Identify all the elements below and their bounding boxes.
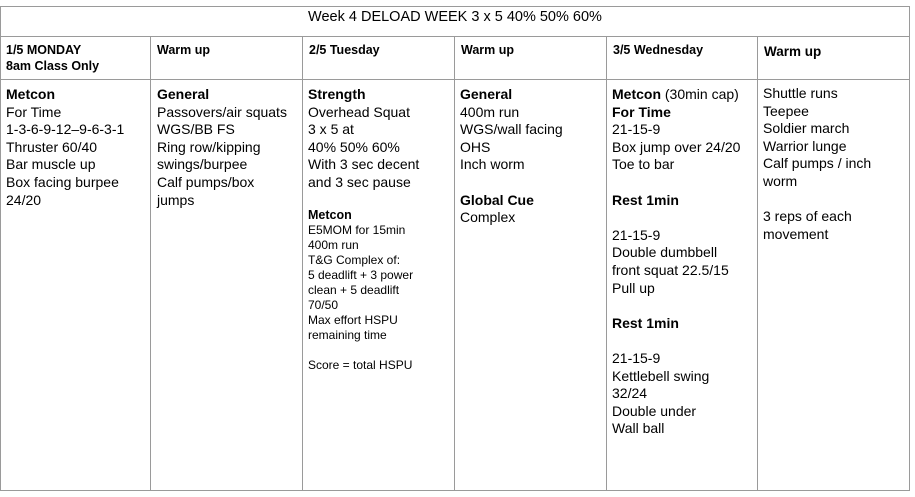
- monday-line: Box facing burpee: [6, 173, 119, 190]
- warmup-monday-line: swings/burpee: [157, 156, 248, 173]
- tuesday-strength-heading: Strength: [308, 86, 366, 102]
- tuesday-metcon-line: T&G Complex of:: [308, 252, 401, 267]
- warmup-wednesday-line: Warrior lunge: [763, 137, 847, 154]
- header-monday-note: 8am Class Only: [6, 59, 100, 73]
- tuesday-line: With 3 sec decent: [308, 156, 420, 173]
- warmup-tuesday-heading: General: [460, 86, 513, 102]
- table-title: Week 4 DELOAD WEEK 3 x 5 40% 50% 60%: [308, 9, 602, 25]
- tuesday-metcon-line: clean + 5 deadlift: [308, 282, 400, 297]
- tuesday-metcon-line: remaining time: [308, 327, 387, 342]
- tuesday-metcon-line: E5MOM for 15min: [308, 222, 406, 237]
- wednesday-line: Toe to bar: [612, 156, 675, 173]
- title-divider: [0, 36, 910, 37]
- monday-line: Thruster 60/40: [6, 138, 98, 155]
- header-monday-day: 1/5 MONDAY: [6, 43, 82, 57]
- wednesday-line: 21-15-9: [612, 226, 661, 243]
- tuesday-metcon-line: Max effort HSPU: [308, 312, 398, 327]
- column-divider: [757, 36, 758, 491]
- header-warmup-wednesday: Warm up: [764, 44, 822, 59]
- tuesday-line: and 3 sec pause: [308, 173, 411, 190]
- table-border-left: [0, 6, 1, 491]
- monday-cell: [6, 86, 124, 209]
- warmup-monday-line: Calf pumps/box: [157, 173, 255, 190]
- table-border-bottom: [0, 490, 910, 491]
- warmup-wednesday-line: worm: [763, 172, 798, 189]
- header-warmup-tuesday: Warm up: [461, 43, 515, 57]
- wednesday-line: 32/24: [612, 385, 648, 402]
- tuesday-metcon-heading: Metcon: [308, 207, 352, 222]
- warmup-wednesday-line: Calf pumps / inch: [763, 155, 872, 172]
- wednesday-line: Kettlebell swing: [612, 367, 710, 384]
- warmup-monday-heading: General: [157, 86, 210, 102]
- global-cue-line: Complex: [460, 209, 516, 226]
- warmup-tuesday-line: Inch worm: [460, 156, 525, 173]
- monday-line: For Time: [6, 103, 62, 120]
- tuesday-cell: [308, 86, 419, 373]
- header-divider: [0, 79, 910, 80]
- warmup-wednesday-cell: [763, 85, 871, 243]
- warmup-wednesday-line: Shuttle runs: [763, 85, 838, 101]
- wednesday-metcon-heading: Metcon: [612, 86, 661, 102]
- tuesday-score: Score = total HSPU: [308, 357, 413, 372]
- warmup-monday-line: Ring row/kipping: [157, 138, 261, 155]
- warmup-monday-line: Passovers/air squats: [157, 103, 287, 120]
- wednesday-line: Box jump over 24/20: [612, 138, 741, 155]
- wednesday-line: Wall ball: [612, 420, 665, 437]
- wednesday-line: Pull up: [612, 279, 655, 296]
- warmup-tuesday-line: WGS/wall facing: [460, 121, 563, 138]
- tuesday-metcon-line: 400m run: [308, 237, 359, 252]
- tuesday-line: Overhead Squat: [308, 103, 410, 120]
- monday-metcon-heading: Metcon: [6, 86, 55, 102]
- wednesday-line: Double dumbbell: [612, 244, 718, 261]
- wednesday-cell: [612, 86, 740, 438]
- table-border-top: [0, 6, 910, 7]
- tuesday-metcon-line: 70/50: [308, 297, 339, 312]
- header-tuesday: 2/5 Tuesday: [309, 43, 380, 57]
- monday-line: Bar muscle up: [6, 156, 96, 173]
- tuesday-line: 40% 50% 60%: [308, 138, 400, 155]
- column-divider: [302, 36, 303, 491]
- tuesday-line: 3 x 5 at: [308, 121, 354, 138]
- warmup-tuesday-cell: [460, 86, 563, 227]
- warmup-monday-line: WGS/BB FS: [157, 121, 235, 138]
- wednesday-for-time: For Time: [612, 103, 671, 120]
- column-divider: [454, 36, 455, 491]
- wednesday-line: front squat 22.5/15: [612, 261, 729, 278]
- warmup-wednesday-line: Soldier march: [763, 120, 850, 137]
- warmup-tuesday-line: OHS: [460, 138, 491, 155]
- column-divider: [606, 36, 607, 491]
- warmup-wednesday-note: 3 reps of each: [763, 208, 852, 225]
- wednesday-line: 21-15-9: [612, 121, 661, 138]
- monday-line: 24/20: [6, 191, 42, 208]
- wednesday-rest: Rest 1min: [612, 191, 679, 208]
- wednesday-metcon-title: [612, 86, 740, 104]
- tuesday-metcon-line: 5 deadlift + 3 power: [308, 267, 414, 282]
- wednesday-time-cap: (30min cap): [661, 86, 739, 102]
- warmup-monday-cell: [157, 86, 287, 209]
- warmup-monday-line: jumps: [157, 191, 195, 208]
- header-monday: [6, 42, 99, 74]
- warmup-wednesday-line: Teepee: [763, 102, 809, 119]
- monday-line: 1-3-6-9-12–9-6-3-1: [6, 121, 125, 138]
- global-cue-heading: Global Cue: [460, 191, 534, 208]
- column-divider: [150, 36, 151, 491]
- warmup-wednesday-note: movement: [763, 225, 829, 242]
- header-wednesday: 3/5 Wednesday: [613, 43, 704, 57]
- wednesday-line: 21-15-9: [612, 349, 661, 366]
- table-border-right: [909, 6, 910, 491]
- warmup-tuesday-line: 400m run: [460, 103, 520, 120]
- wednesday-rest: Rest 1min: [612, 314, 679, 331]
- wednesday-line: Double under: [612, 402, 697, 419]
- header-warmup-monday: Warm up: [157, 43, 211, 57]
